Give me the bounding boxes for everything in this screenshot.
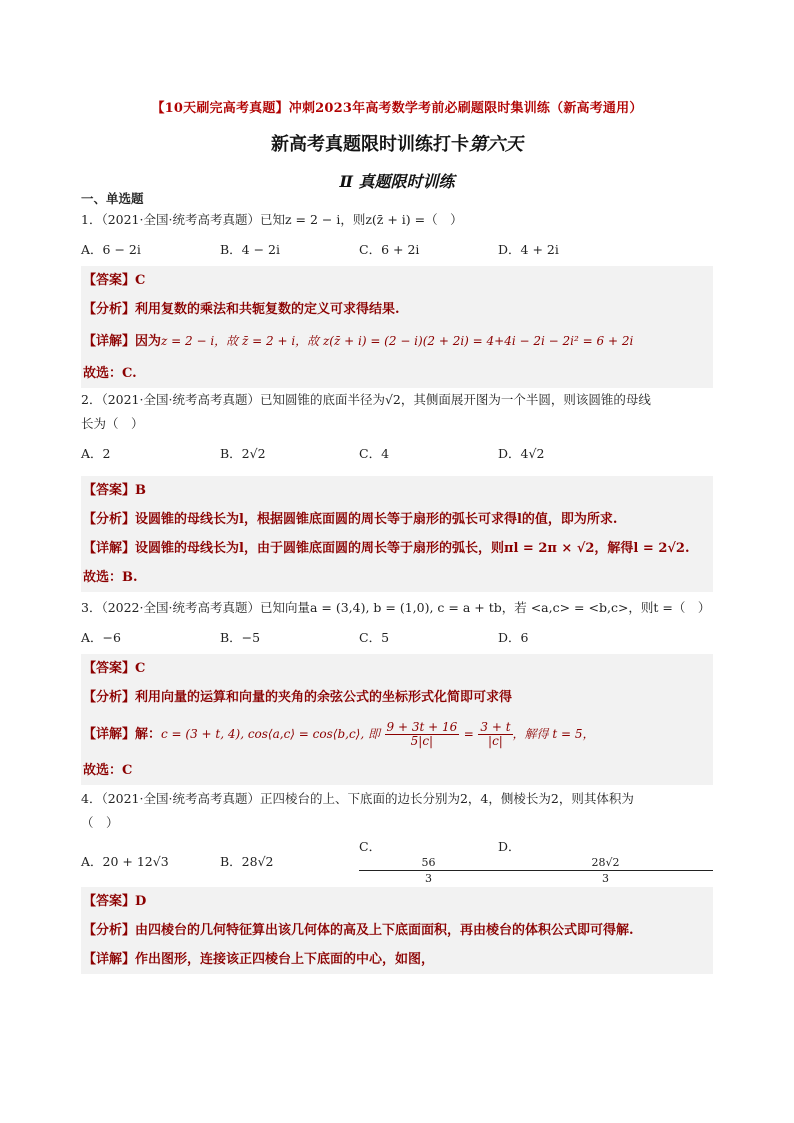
answer: 【答案】C [83, 273, 146, 288]
option-d: D．4 + 2i [498, 242, 559, 257]
option-c: C．6 + 2i [359, 242, 420, 257]
answer: 【答案】B [83, 483, 146, 498]
detail [81, 324, 713, 359]
choose: 故选：C [83, 763, 133, 778]
analysis: 【分析】设圆锥的母线长为l，根据圆锥底面圆的周长等于扇形的弧长可求得l的值，即为所求. [83, 512, 618, 527]
answer: 【答案】C [83, 661, 146, 676]
option-c: C． 56 3 [359, 837, 498, 886]
question-3-stem: 3．（2022·全国·统考高考真题）已知向量a = (3,4), b = (1,0), c = a + tb，若 <a,c> = <b,c>，则t =（ ） [81, 600, 711, 615]
option-a: A．2 [81, 446, 111, 461]
content [81, 190, 713, 974]
option-b: B．28√2 [220, 854, 274, 869]
question-1-solution [81, 266, 713, 388]
choose: 故选：B. [83, 570, 138, 585]
option-a: A．6 − 2i [81, 242, 141, 257]
option-a: A．−6 [81, 630, 121, 645]
detail: 【详解】作出图形，连接该正四棱台上下底面的中心，如图， [83, 952, 435, 967]
option-d: D．6 [498, 630, 529, 645]
question-2-solution [81, 476, 713, 592]
analysis: 【分析】由四棱台的几何特征算出该几何体的高及上下底面面积，再由棱台的体积公式即可得解. [83, 923, 634, 938]
detail-math-2: ，解得 t = 5， [512, 727, 595, 741]
question-2-stem-line1: 2．（2021·全国·统考高考真题）已知圆锥的底面半径为√2，其侧面展开图为一个半圆，则该圆锥的母线 [81, 392, 651, 407]
title-main: 新高考真题限时训练打卡 [271, 134, 469, 155]
option-c: C．5 [359, 630, 390, 645]
question-4-stem-line2: （ ） [81, 815, 119, 830]
option-d-fraction: 28√2 3 [498, 855, 713, 886]
analysis: 【分析】利用复数的乘法和共轭复数的定义可求得结果. [83, 302, 400, 317]
option-b: B．−5 [220, 630, 261, 645]
answer: 【答案】D [83, 894, 147, 909]
section-heading: 一、单选题 [81, 191, 144, 206]
question-1-stem: 1．（2021·全国·统考高考真题）已知z = 2 − i，则z(z̄ + i) =（ ） [81, 212, 463, 227]
detail-math: z = 2 − i，故 z̄ = 2 + i，故 z(z̄ + i) = (2 − i)(2 + 2i) = 4+4i − 2i − 2i² = 6 + 2i [161, 334, 634, 348]
question-4-stem-line1: 4．（2021·全国·统考高考真题）正四棱台的上、下底面的边长分别为2，4，侧棱长为2，则其体积为 [81, 791, 634, 806]
question-3-options [81, 620, 713, 654]
detail-math-1: c = (3 + t, 4), cos⟨a,c⟩ = cos⟨b,c⟩, 即 [161, 727, 380, 741]
question-1-options [81, 232, 713, 266]
question-2-stem-line2: 长为（ ） [81, 416, 144, 431]
banner: 【10天刷完高考真题】冲刺2023年高考数学考前必刷题限时集训练（新高考通用） [151, 101, 643, 116]
page-title [0, 130, 794, 156]
question-2-options [81, 436, 713, 470]
choose: 故选：C. [83, 366, 137, 381]
fraction-left: $\frac{9 + 3t + 16}{5|c|}$ [386, 720, 458, 748]
option-b: B．2√2 [220, 446, 266, 461]
option-c: C．4 [359, 446, 390, 461]
detail: 【详解】解：c = (3 + t, 4), cos⟨a,c⟩ = cos⟨b,c⟩, 即 $\frac{9 + 3t + 16}{5|c|}$ = $\frac{3 + t}{|c|}$ ，解得 t = 5， [83, 720, 595, 748]
fraction-right: $\frac{3 + t}{|c|}$ [480, 720, 511, 748]
option-a: A．20 + 12√3 [81, 854, 169, 869]
title-day: 第六天 [469, 134, 523, 155]
detail-label: 【详解】解： [83, 727, 162, 742]
question-3-solution [81, 654, 713, 785]
question-4-solution [81, 887, 713, 974]
option-b: B．4 − 2i [220, 242, 281, 257]
analysis: 【分析】利用向量的运算和向量的夹角的余弦公式的坐标形式化简即可求得 [83, 690, 513, 705]
option-d: D．4√2 [498, 446, 545, 461]
detail: 【详解】设圆锥的母线长为l，由于圆锥底面圆的周长等于扇形的弧长，则πl = 2π × √2，解得l = 2√2. [83, 541, 690, 556]
option-d: D． 28√2 3 [498, 837, 713, 886]
option-c-fraction: 56 3 [359, 855, 498, 886]
question-4-options [81, 835, 713, 887]
subtitle: Ⅱ 真题限时训练 [339, 172, 455, 191]
detail-label: 【详解】因为 [83, 334, 162, 349]
